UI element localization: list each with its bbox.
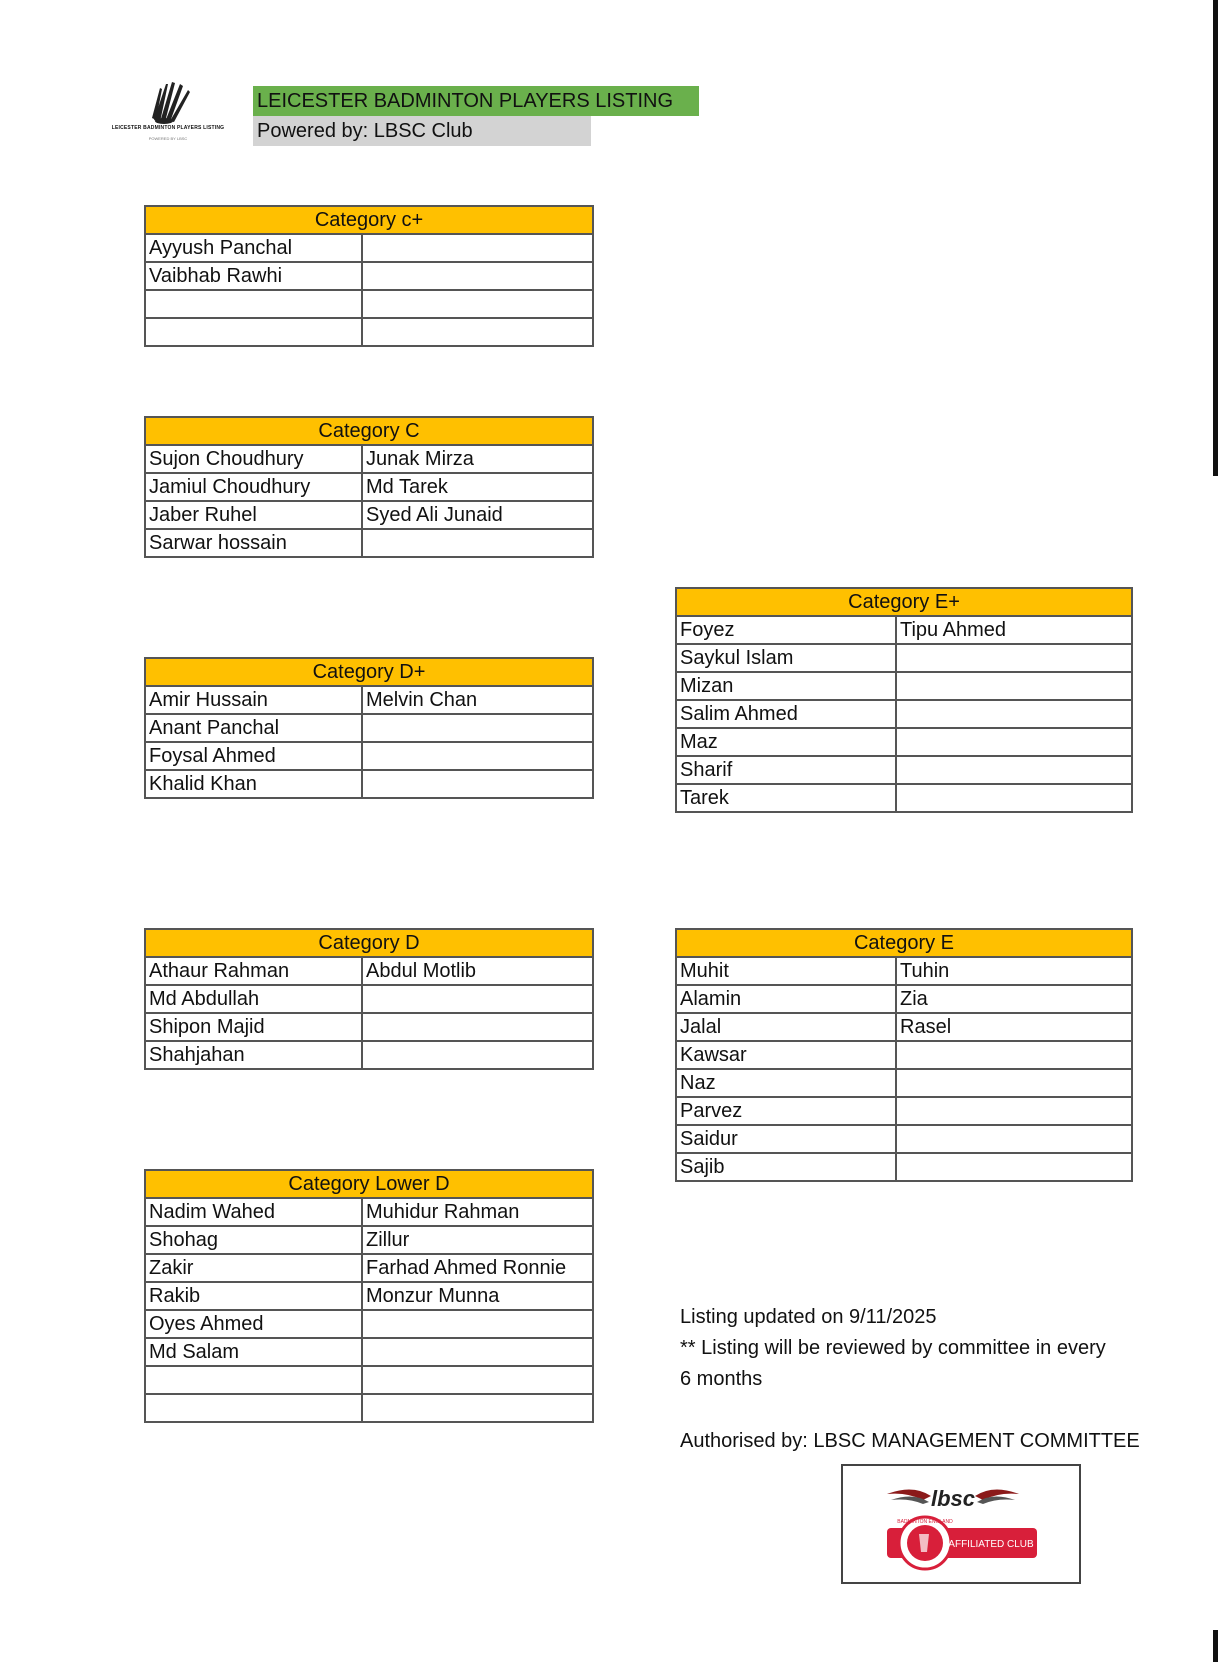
table-row: Mizan: [676, 672, 1132, 700]
category-e-table: [675, 928, 1133, 1182]
table-row: Sujon Choudhury Junak Mirza: [145, 445, 593, 473]
shuttlecock-logo: [108, 80, 228, 150]
page-edge-mark-bottom: [1213, 1630, 1218, 1662]
table-row: Shahjahan: [145, 1041, 593, 1069]
table-row: Ayyush Panchal: [145, 234, 593, 262]
category-title: Category D: [145, 929, 593, 957]
table-row: Nadim Wahed Muhidur Rahman: [145, 1198, 593, 1226]
table-row: Sarwar hossain: [145, 529, 593, 557]
table-row: Zakir Farhad Ahmed Ronnie: [145, 1254, 593, 1282]
review-note-line2: 6 months: [680, 1368, 763, 1390]
table-row: Shohag Zillur: [145, 1226, 593, 1254]
category-d-plus-table: [144, 657, 594, 799]
authorised-by: Authorised by: LBSC MANAGEMENT COMMITTEE: [680, 1430, 1140, 1452]
category-e-plus-table: [675, 587, 1133, 813]
table-row: Vaibhab Rawhi: [145, 262, 593, 290]
table-row: Saykul Islam: [676, 644, 1132, 672]
table-row: [145, 318, 593, 346]
table-row: Oyes Ahmed: [145, 1310, 593, 1338]
table-row: Parvez: [676, 1097, 1132, 1125]
table-row: Jamiul Choudhury Md Tarek: [145, 473, 593, 501]
lbsc-wordmark: lbsc: [930, 1486, 976, 1511]
logo-caption: LEICESTER BADMINTON PLAYERS LISTING: [111, 125, 225, 131]
badge-ring-text: BADMINTON ENGLAND: [897, 1519, 953, 1525]
table-row: Amir Hussain Melvin Chan: [145, 686, 593, 714]
category-d-table: [144, 928, 594, 1070]
table-row: Md Abdullah: [145, 985, 593, 1013]
table-row: Salim Ahmed: [676, 700, 1132, 728]
page-edge-mark-top: [1213, 0, 1218, 476]
table-row: Sajib: [676, 1153, 1132, 1181]
category-lower-d-table: [144, 1169, 594, 1423]
shuttlecock-icon: [108, 80, 228, 124]
logo-subcaption: POWERED BY LBSC: [148, 136, 188, 141]
table-row: [145, 1394, 593, 1422]
review-note-line1: ** Listing will be reviewed by committee in every: [680, 1337, 1106, 1359]
category-title: Category Lower D: [145, 1170, 593, 1198]
powered-by-label: Powered by: LBSC Club: [253, 116, 591, 146]
table-row: Rakib Monzur Munna: [145, 1282, 593, 1310]
table-row: Anant Panchal: [145, 714, 593, 742]
table-row: Muhit Tuhin: [676, 957, 1132, 985]
table-row: Athaur Rahman Abdul Motlib: [145, 957, 593, 985]
category-title: Category C: [145, 417, 593, 445]
table-row: Kawsar: [676, 1041, 1132, 1069]
affiliated-club-text: AFFILIATED CLUB: [948, 1539, 1034, 1550]
category-title: Category D+: [145, 658, 593, 686]
table-row: Sharif: [676, 756, 1132, 784]
club-emblem-icon: [843, 1466, 1079, 1582]
table-row: Maz: [676, 728, 1132, 756]
category-title: Category E: [676, 929, 1132, 957]
category-c-table: [144, 416, 594, 558]
table-row: [145, 1366, 593, 1394]
notes-block: [680, 1302, 1160, 1457]
table-row: Foyez Tipu Ahmed: [676, 616, 1132, 644]
table-row: Foysal Ahmed: [145, 742, 593, 770]
category-c-plus-table: [144, 205, 594, 347]
page-title: LEICESTER BADMINTON PLAYERS LISTING: [253, 86, 699, 116]
table-row: Md Salam: [145, 1338, 593, 1366]
table-row: Naz: [676, 1069, 1132, 1097]
table-row: Jaber Ruhel Syed Ali Junaid: [145, 501, 593, 529]
table-row: Tarek: [676, 784, 1132, 812]
category-title: Category E+: [676, 588, 1132, 616]
table-row: Jalal Rasel: [676, 1013, 1132, 1041]
table-row: Saidur: [676, 1125, 1132, 1153]
table-row: Khalid Khan: [145, 770, 593, 798]
table-row: [145, 290, 593, 318]
updated-note: Listing updated on 9/11/2025: [680, 1306, 937, 1328]
category-title: Category c+: [145, 206, 593, 234]
lbsc-affiliated-logo: [841, 1464, 1081, 1584]
table-row: Alamin Zia: [676, 985, 1132, 1013]
table-row: Shipon Majid: [145, 1013, 593, 1041]
